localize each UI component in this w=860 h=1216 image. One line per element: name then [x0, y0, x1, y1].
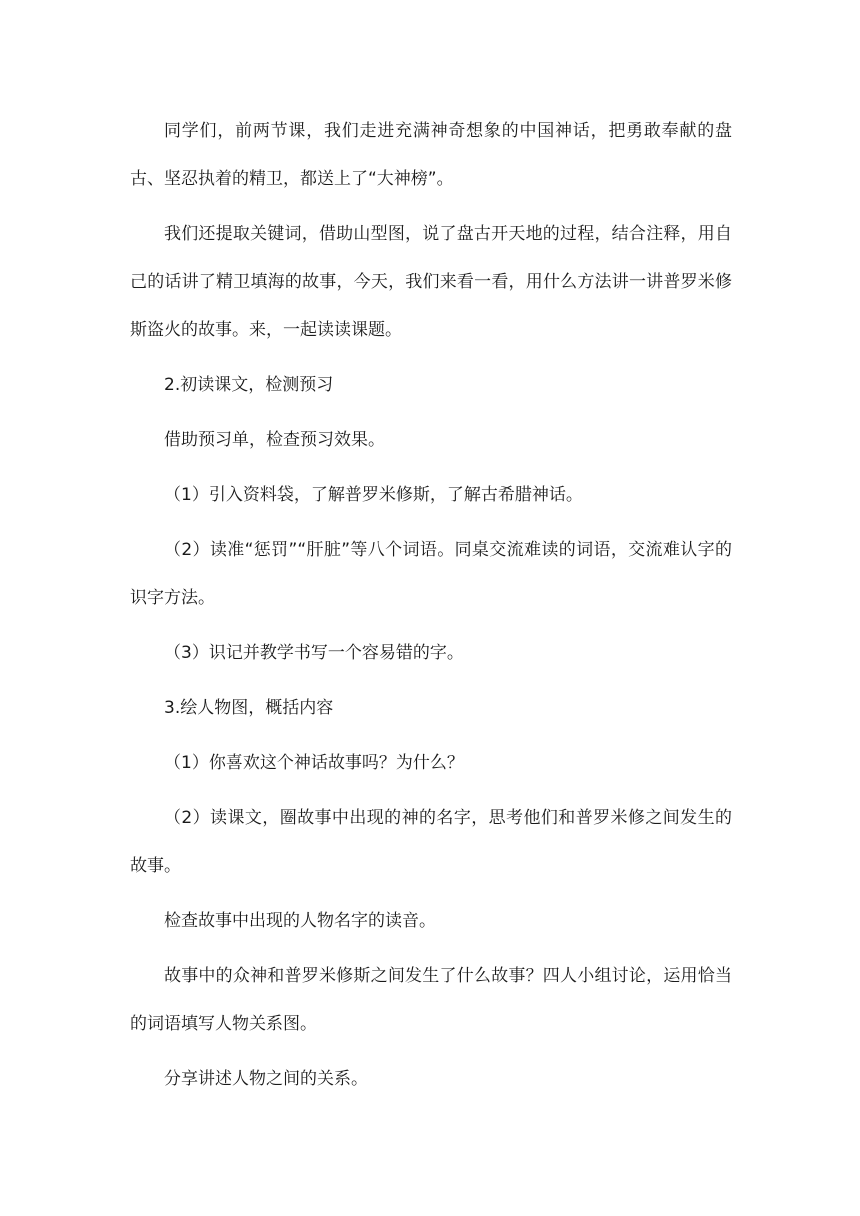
- paragraph-intro: 同学们，前两节课，我们走进充满神奇想象的中国神话，把勇敢奉献的盘古、坚忍执着的精卫，都送上了“大神榜”。: [130, 121, 732, 189]
- document-body: [130, 107, 732, 1110]
- paragraph-group-discussion: 故事中的众神和普罗米修斯之间发生了什么故事？四人小组讨论，运用恰当的词语填写人物关系图。: [130, 966, 732, 1034]
- paragraph-review: 我们还提取关键词，借助山型图，说了盘古开天地的过程，结合注释，用自己的话讲了精卫填海的故事，今天，我们来看一看，用什么方法讲一讲普罗米修斯盗火的故事。来，一起读读课题。: [130, 224, 732, 340]
- list-item-4: （1）你喜欢这个神话故事吗？为什么？: [164, 753, 464, 773]
- paragraph-name-reading: 检查故事中出现的人物名字的读音。: [164, 911, 436, 931]
- section-heading-2: 2.初读课文，检测预习: [164, 375, 334, 395]
- paragraph-preview-check: 借助预习单，检查预习效果。: [164, 430, 385, 450]
- list-item-1: （1）引入资料袋，了解普罗米修斯，了解古希腊神话。: [164, 485, 583, 505]
- section-heading-3: 3.绘人物图，概括内容: [164, 698, 334, 718]
- list-item-2: （2）读准“惩罚”“肝脏”等八个词语。同桌交流难读的词语，交流难认字的识字方法。: [130, 540, 732, 608]
- list-item-5: （2）读课文，圈故事中出现的神的名字，思考他们和普罗米修之间发生的故事。: [130, 808, 732, 876]
- paragraph-share: 分享讲述人物之间的关系。: [164, 1069, 368, 1089]
- list-item-3: （3）识记并教学书写一个容易错的字。: [164, 643, 464, 663]
